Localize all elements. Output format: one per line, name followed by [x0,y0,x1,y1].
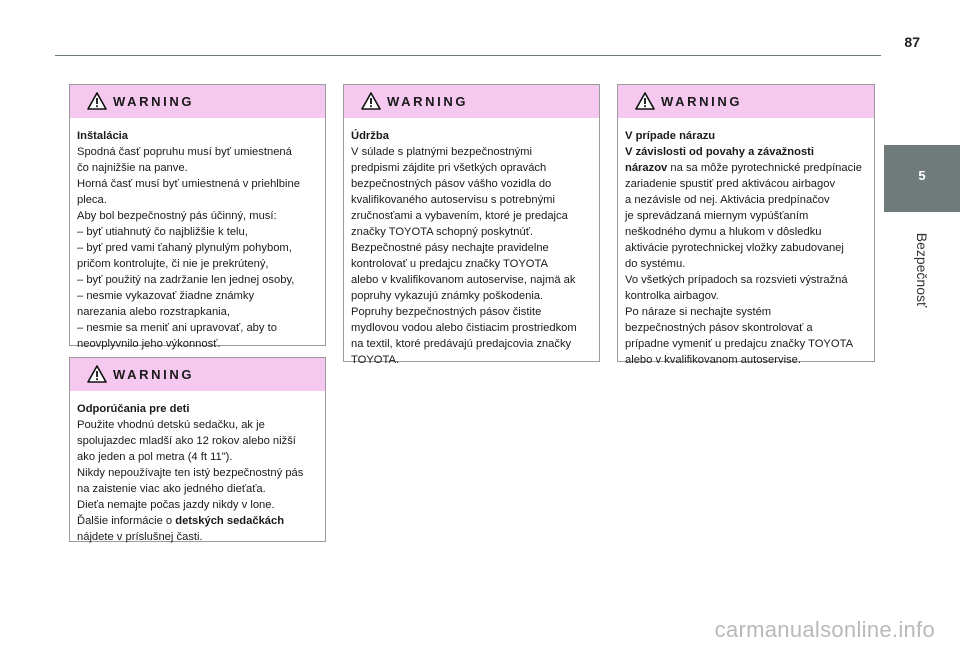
text-fragment: na sa môže pyrotechnické predpínacie [667,162,862,174]
bold-fragment: nárazov [625,162,668,174]
header-rule [55,55,881,56]
text-fragment: Ďalšie informácie o [77,515,176,527]
text-line: pleca. [77,194,107,206]
warning-heading: Odporúčania pre deti [77,403,190,415]
warning-triangle-icon [87,92,107,110]
text-line: do systému. [625,258,686,270]
warning-heading: Inštalácia [77,130,128,142]
text-line: je sprevádzaná miernym vypúšťaním [625,210,809,222]
watermark[interactable]: carmanualsonline.info [714,617,935,642]
text-line: Po náraze si nechajte systém [625,306,772,318]
warning-title: WARNING [387,94,469,109]
warning-body [344,118,599,368]
text-line: narezania alebo rozstrapkania, [77,306,230,318]
text-line: pričom kontrolujte, či nie je prekrútený, [77,258,269,270]
child-seats-reference: detských sedačkách [175,515,285,527]
text-line: V súlade s platnými bezpečnostnými [351,146,532,158]
text-line: čo najnižšie na panve. [77,162,188,174]
text-line: mydlovou vodou alebo čistiacim prostriedkom [351,322,577,334]
warning-header [70,358,325,391]
text-line [625,160,866,176]
warning-header [344,85,599,118]
text-line: neškodného dymu a hlukom v dôsledku [625,226,822,238]
warning-box-children [69,357,326,542]
text-line: na zaistenie viac ako jedného dieťaťa. [77,483,266,495]
text-line: Horná časť musí byť umiestnená v priehlbine [77,178,300,190]
text-line: – byť použitý na zadržanie len jednej osoby, [77,274,295,286]
text-line: na textil, ktoré predávajú predajcovia značky [351,338,572,350]
text-line: Popruhy bezpečnostných pásov čistite [351,306,542,318]
text-line: spolujazdec mladší ako 12 rokov alebo nižší [77,435,296,447]
section-number: 5 [918,168,926,183]
text-line: Vo všetkých prípadoch sa rozsvieti výstražná [625,274,848,286]
text-line: Spodná časť popruhu musí byť umiestnená [77,146,292,158]
text-line: – nesmie sa meniť ani upravovať, aby to [77,322,277,334]
warning-body [618,118,874,368]
text-line: bezpečnostných pásov skontrolovať a [625,322,813,334]
text-line: TOYOTA. [351,354,400,366]
text-line: alebo v kvalifikovanom autoservise. [625,354,801,366]
text-line: aktivácie pyrotechnickej vložky zabudovanej [625,242,844,254]
warning-triangle-icon [361,92,381,110]
warning-box-installation [69,84,326,350]
warning-title: WARNING [661,94,743,109]
text-line: značky TOYOTA schopný poskytnúť. [351,226,534,238]
text-line: alebo v kvalifikovanom autoservise, najmä ak [351,274,576,286]
text-line: a nezávisle od nej. Aktivácia predpínačov [625,194,830,206]
warning-title: WARNING [113,94,195,109]
text-line: predpismi zájdite pri všetkých opravách [351,162,547,174]
text-line: Bezpečnostné pásy nechajte pravidelne [351,242,549,254]
text-line: – byť utiahnutý čo najbližšie k telu, [77,226,248,238]
text-line: Nikdy nepoužívajte ten istý bezpečnostný pás [77,467,304,479]
text-line: zručnosťami a vybavením, ktoré je predajca [351,210,568,222]
warning-title: WARNING [113,367,195,382]
text-line: Použite vhodnú detskú sedačku, ak je [77,419,265,431]
warning-body [70,391,325,545]
text-line: Dieťa nemajte počas jazdy nikdy v lone. [77,499,275,511]
text-line: – nesmie vykazovať žiadne známky [77,290,255,302]
text-line-bold: V závislosti od povahy a závažnosti [625,146,815,158]
text-line: kontrolovať u predajcu značky TOYOTA [351,258,548,270]
warning-triangle-icon [635,92,655,110]
text-line: ako jeden a pol metra (4 ft 11"). [77,451,233,463]
warning-box-maintenance [343,84,600,366]
text-line [77,513,317,529]
text-line: popruhy vykazujú známky poškodenia. [351,290,544,302]
section-label: Bezpečnosť [914,232,930,308]
warning-heading: Údržba [351,130,389,142]
text-line: prípadne vymeniť u predajcu značky TOYOTA [625,338,854,350]
warning-header [618,85,874,118]
warning-triangle-icon [87,365,107,383]
text-line: bezpečnostných pásov vášho vozidla do [351,178,552,190]
text-line: – byť pred vami ťahaný plynulým pohybom, [77,242,292,254]
text-line: Aby bol bezpečnostný pás účinný, musí: [77,210,277,222]
warning-header [70,85,325,118]
text-line: kvalifikovaného autoservisu s potrebnými [351,194,555,206]
page-number: 87 [904,34,920,50]
warning-box-collision [617,84,875,366]
text-line: kontrolka airbagov. [625,290,719,302]
text-line: nájdete v príslušnej časti. [77,531,203,543]
text-line: neovplyvnilo jeho výkonnosť. [77,338,221,350]
text-line: zariadenie spustiť pred aktivácou airbagov [625,178,836,190]
section-tab[interactable] [884,145,960,212]
warning-body [70,118,325,352]
warning-heading: V prípade nárazu [625,130,716,142]
